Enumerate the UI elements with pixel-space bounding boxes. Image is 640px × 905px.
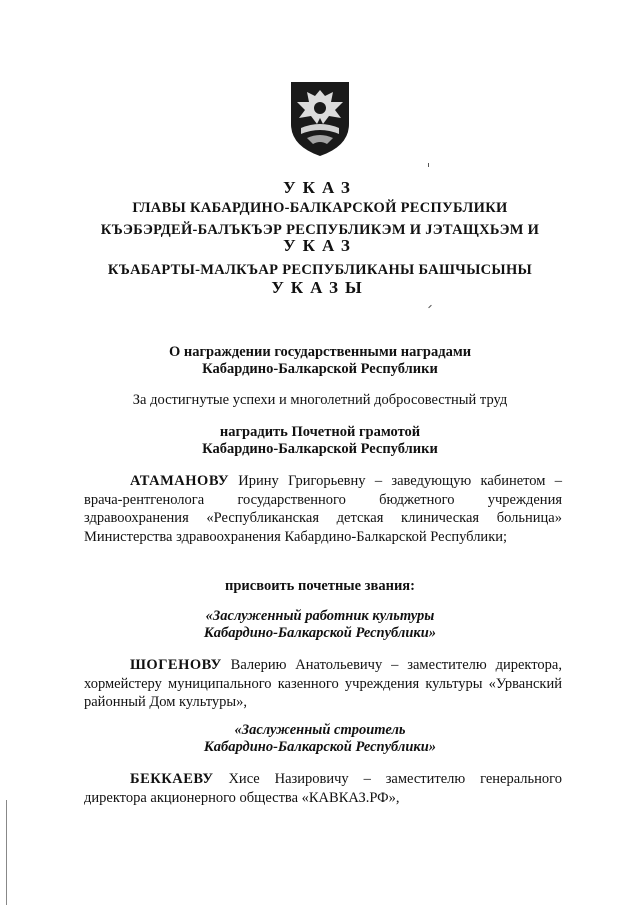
ukaz-heading-2: УКАЗ [283, 236, 357, 255]
recipient-name: ШОГЕНОВУ [130, 657, 222, 673]
recipient-details: Ирину Григорьевну – заведующую кабинетом – врача-рентгенолога государственного бюджетного учреждения здравоохранения «Республиканская детская клиническая больница» Министерства здравоохранения Кабардино-Балкарской Республики; [84, 473, 562, 545]
recipient-name: БЕККАЕВУ [130, 771, 214, 787]
title-builder-line-1: «Заслуженный строитель [234, 722, 406, 738]
title-russian: ГЛАВЫ КАБАРДИНО-БАЛКАРСКОЙ РЕСПУБЛИКИ [132, 200, 508, 216]
title-kabardian: КЪЭБЭРДЕЙ-БАЛЪКЪЭР РЕСПУБЛИКЭМ И ЈЭТАЩХЬЭМ И [100, 222, 540, 238]
entry-shogenov [84, 656, 562, 712]
subject-line-2: Кабардино-Балкарской Республики [202, 361, 438, 377]
ukaz-heading-3: УКАЗЫ [271, 278, 369, 297]
scan-speck [428, 163, 429, 167]
award-heading-line-1: наградить Почетной грамотой [219, 424, 421, 440]
award-heading-line-2: Кабардино-Балкарской Республики [202, 441, 438, 457]
title-culture-line-2: Кабардино-Балкарской Республики» [203, 625, 437, 641]
coat-of-arms-icon [287, 78, 353, 158]
entry-bekkaev [84, 770, 562, 807]
ukaz-heading-1: УКАЗ [283, 178, 357, 197]
title-balkarian: КЪАБАРТЫ-МАЛКЪАР РЕСПУБЛИКАНЫ БАШЧЫСЫНЫ [107, 262, 533, 278]
titles-heading: присвоить почетные звания: [225, 578, 415, 594]
recipient-details: Хисе Назировичу – заместителю генерального директора акционерного общества «КАВКАЗ.РФ», [84, 771, 562, 806]
title-culture-line-1: «Заслуженный работник культуры [205, 608, 435, 624]
intro-text: За достигнутые успехи и многолетний добросовестный труд [132, 392, 508, 408]
title-builder-line-2: Кабардино-Балкарской Республики» [203, 739, 437, 755]
entry-atamanova [84, 472, 562, 546]
recipient-name: АТАМАНОВУ [130, 473, 229, 489]
subject-line-1: О награждении государственными наградами [168, 344, 472, 360]
scan-speck [428, 305, 432, 309]
scan-margin-line [6, 800, 7, 905]
recipient-details: Валерию Анатольевичу – заместителю директора, хормейстеру муниципального казенного учреждения культуры «Урванский районный Дом культуры», [84, 657, 562, 711]
